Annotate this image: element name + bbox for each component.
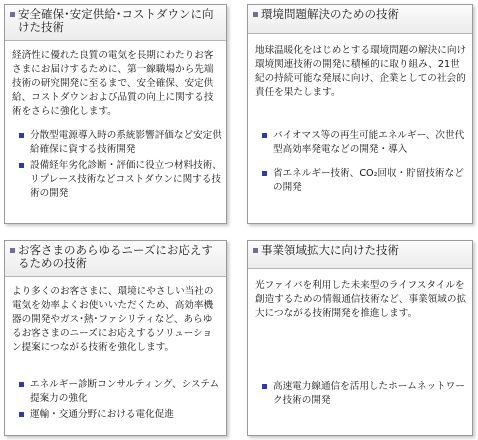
card-title: 事業領域拡大に向けた技術 [261, 243, 399, 257]
card-customer-needs [4, 240, 227, 436]
list-item [262, 167, 468, 195]
card-body [12, 49, 221, 119]
card-environment [247, 4, 473, 224]
bullet-text: 省エネルギー技術、CO₂回収・貯留技術などの開発 [273, 168, 464, 193]
square-bullet-icon [253, 248, 258, 253]
list-item [262, 380, 468, 408]
bullet-list [19, 378, 222, 424]
square-bullet-icon [262, 133, 267, 138]
card-header [248, 241, 472, 269]
bullet-list [19, 129, 222, 203]
card-description: 地球温暖化をはじめとする環境問題の解決に向け環境関連技術の開発に積極的に取り組み、21世紀の持続可能な発展に向け、企業としての社会的責任を果たします。 [255, 45, 467, 98]
square-bullet-icon [19, 163, 24, 168]
list-item [262, 129, 468, 157]
bullet-text: エネルギー診断コンサルティング、システム提案力の強化 [30, 379, 220, 404]
card-description: 経済性に優れた良質の電気を長期にわたりお客さまにお届けするために、第一線職場から先端技術の研究開発に至るまで、安全確保、安定供給、コストダウンおよび品質の向上に関する技術をさらに強化します。 [12, 50, 214, 117]
card-title: 環境問題解決のための技術 [261, 7, 399, 21]
card-description: 光ファイバを利用した未来型のライフスタイルを創造するための情報通信技術など、事業領域の拡大につながる技術開発を推進します。 [255, 280, 467, 319]
card-title: 安全確保･安定供給･コストダウンに向けた技術 [18, 7, 214, 34]
card-header [5, 5, 226, 41]
card-body [255, 279, 467, 321]
card-safety-stability-cost [4, 4, 227, 224]
bullet-list [262, 129, 468, 197]
bullet-list [262, 380, 468, 410]
bullet-text: 運輸・交通分野における電化促進 [30, 409, 174, 420]
card-business-expansion [247, 240, 473, 436]
square-bullet-icon [19, 412, 24, 417]
square-bullet-icon [10, 248, 15, 253]
square-bullet-icon [253, 12, 258, 17]
bullet-text: 高速電力線通信を活用したホームネットワーク技術の開発 [273, 381, 465, 406]
square-bullet-icon [10, 12, 15, 17]
list-item [19, 159, 222, 201]
square-bullet-icon [19, 382, 24, 387]
bullet-text: 分散型電源導入時の系統影響評価など安定供給確保に資する技術開発 [30, 130, 222, 155]
bullet-text: 設備経年劣化診断・評価に役立つ材料技術、リプレース技術などコストダウンに関する技術の開発 [30, 160, 222, 199]
card-body [255, 44, 467, 100]
card-header [5, 241, 226, 277]
bullet-text: バイオマス等の再生可能エネルギー、次世代型高効率発電などの開発・導入 [273, 130, 465, 155]
list-item [19, 378, 222, 406]
list-item [19, 408, 222, 422]
square-bullet-icon [19, 133, 24, 138]
card-header [248, 5, 472, 34]
list-item [19, 129, 222, 157]
card-description: より多くのお客さまに、環境にやさしい当社の電気を効率よくお使いいただくため、高効率機器の開発やガス･熱･ファシリティなど、あらゆるお客さまのニーズにお応えするソリューション提案につながる技術を強化します。 [12, 286, 214, 353]
card-body [12, 285, 221, 355]
square-bullet-icon [262, 384, 267, 389]
card-title: お客さまのあらゆるニーズにお応えするための技術 [18, 243, 213, 270]
square-bullet-icon [262, 171, 267, 176]
